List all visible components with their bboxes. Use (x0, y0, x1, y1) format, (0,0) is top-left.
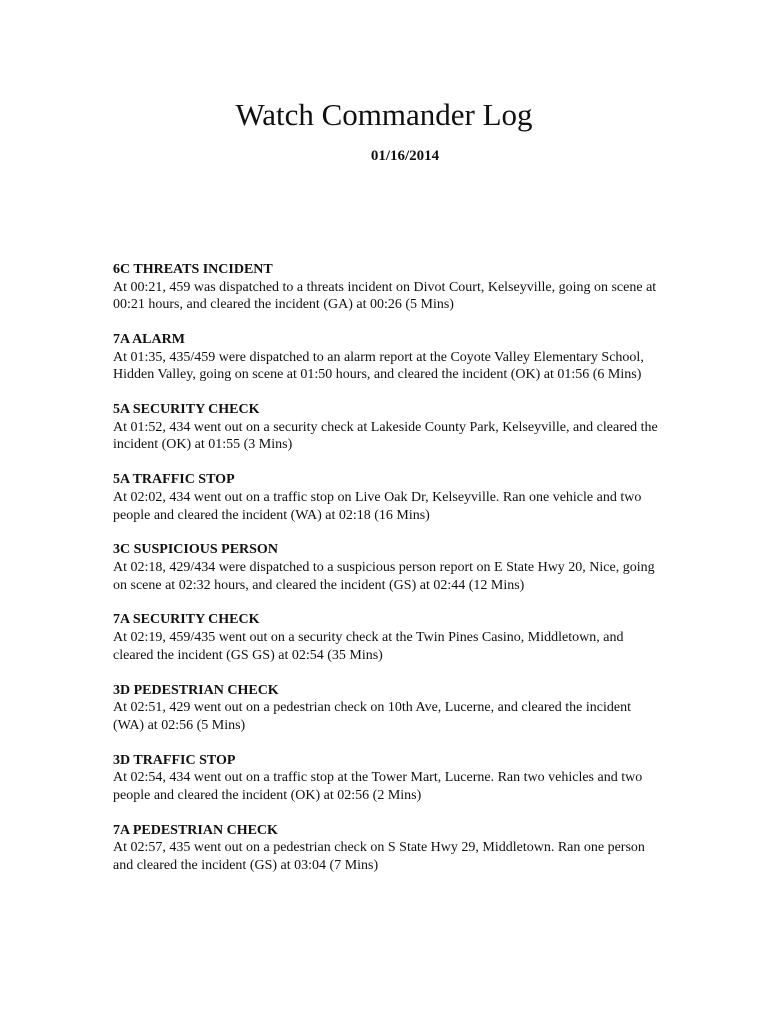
entry-text: At 02:19, 459/435 went out on a security check at the Twin Pines Casino, Middletown, and cleared the incident (GS GS) at 02:54 (35 Mins) (113, 629, 624, 663)
entry-text: At 01:52, 434 went out on a security check at Lakeside County Park, Kelseyville, and cleared the incident (OK) at 01:55 (3 Mins) (113, 419, 658, 453)
log-entry (113, 611, 658, 664)
entry-text: At 02:54, 434 went out on a traffic stop at the Tower Mart, Lucerne. Ran two vehicles and two people and cleared the incident (OK) at 02:56 (2 Mins) (113, 770, 643, 803)
entry-text: At 02:18, 429/434 were dispatched to a suspicious person report on E State Hwy 20, Nice, going on scene at 02:32 hours, and cleared the incident (GS) at 02:44 (12 Mins) (113, 559, 655, 593)
entry-heading: 3D PEDESTRIAN CHECK (113, 682, 279, 698)
entry-heading: 7A ALARM (113, 332, 185, 348)
log-entry (113, 822, 658, 875)
entry-text: At 01:35, 435/459 were dispatched to an alarm report at the Coyote Valley Elementary School, Hidden Valley, going on scene at 01:50 hours, and cleared the incident (OK) at 01:56 (6 Mins) (113, 349, 644, 383)
entry-heading: 5A SECURITY CHECK (113, 402, 260, 418)
entry-text: At 02:02, 434 went out on a traffic stop on Live Oak Dr, Kelseyville. Ran one vehicle and two people and cleared the incident (WA) at 02:18 (16 Mins) (113, 489, 642, 523)
entry-heading: 7A PEDESTRIAN CHECK (113, 822, 278, 838)
log-entry (113, 331, 658, 384)
document-date: 01/16/2014 (370, 148, 440, 164)
entry-heading: 5A TRAFFIC STOP (113, 472, 235, 488)
log-entries (113, 261, 658, 892)
entry-text: At 00:21, 459 was dispatched to a threats incident on Divot Court, Kelseyville, going on scene at 00:21 hours, and cleared the incident (GA) at 00:26 (5 Mins) (113, 279, 657, 313)
log-entry (113, 682, 658, 735)
entry-heading: 6C THREATS INCIDENT (113, 262, 273, 277)
log-entry (113, 541, 658, 594)
entry-text: At 02:57, 435 went out on a pedestrian check on S State Hwy 29, Middletown. Ran one person and cleared the incident (GS) at 03:04 (7 Mins) (113, 840, 645, 874)
entry-heading: 3D TRAFFIC STOP (113, 752, 236, 768)
entry-heading: 3C SUSPICIOUS PERSON (113, 542, 278, 558)
entry-heading: 7A SECURITY CHECK (113, 612, 260, 628)
document-title: Watch Commander Log (235, 97, 533, 132)
log-entry (113, 261, 658, 314)
entry-text: At 02:51, 429 went out on a pedestrian check on 10th Ave, Lucerne, and cleared the incident (WA) at 02:56 (5 Mins) (113, 700, 631, 733)
log-entry (113, 401, 658, 454)
log-entry (113, 752, 658, 805)
log-entry (113, 471, 658, 524)
